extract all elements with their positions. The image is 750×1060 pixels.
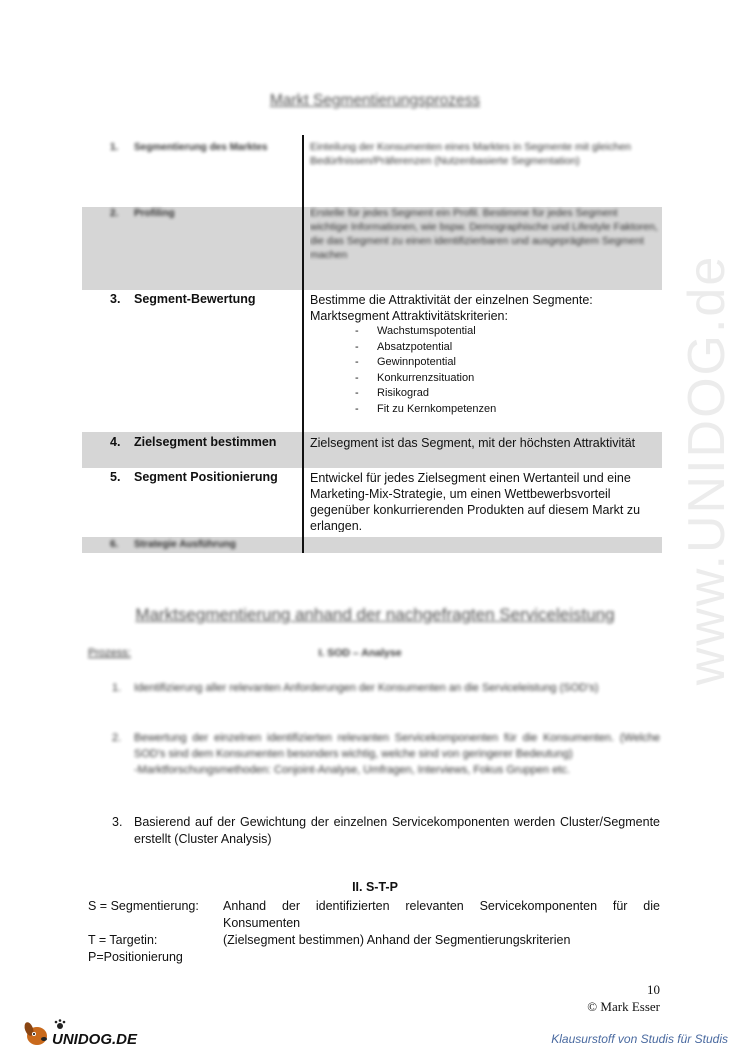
unidog-logo (22, 1014, 152, 1050)
svg-text:UNIDOG.DE: UNIDOG.DE (52, 1031, 138, 1048)
list-item: - Konkurrenzsituation (355, 371, 475, 384)
list-item: 1. Identifizierung aller relevanten Anforderungen der Konsumenten an die Serviceleistung (SOD's) (112, 682, 599, 694)
list-item: - Wachstumspotential (355, 325, 476, 337)
stp-heading: II. S-T-P (352, 880, 398, 894)
list-item: 3. Basierend auf der Gewichtung der einzelnen Servicekomponenten werden Cluster/Segmente erstellt (Cluster Analysis) (112, 815, 660, 846)
list-item: - Absatzpotential (355, 340, 453, 353)
list-item: - Risikograd (355, 387, 429, 399)
list-item: - Gewinnpotential (355, 356, 456, 368)
process-label: Prozess: (88, 647, 131, 659)
table-divider (302, 135, 304, 553)
footer-tagline: Klausurstoff von Studis für Studis (551, 1032, 728, 1046)
watermark: www.UNIDOG.de (678, 254, 736, 686)
criteria-list (355, 324, 496, 417)
list-item: - Fit zu Kernkompetenzen (355, 402, 497, 415)
page-number: 10 (647, 982, 660, 997)
copyright: © Mark Esser (587, 999, 660, 1014)
process-heading: I. SOD – Analyse (318, 647, 402, 659)
list-item: 2. Bewertung der einzelnen identifizierten relevanten Servicekomponenten für die Konsumenten. (Welche SOD's sind dem Konsumenten besonders wichtig, welche sind von geringerer Bedeutung) -Marktforschungsmethoden: Conjoint-Analyse, Umfragen, Interviews, Fokus Gruppen etc. (112, 732, 660, 776)
section-title-segmentation-process: Markt Segmentierungsprozess (269, 92, 481, 109)
section-title-service-segmentation: Marktsegmentierung anhand der nachgefragten Serviceleistung (135, 605, 615, 624)
